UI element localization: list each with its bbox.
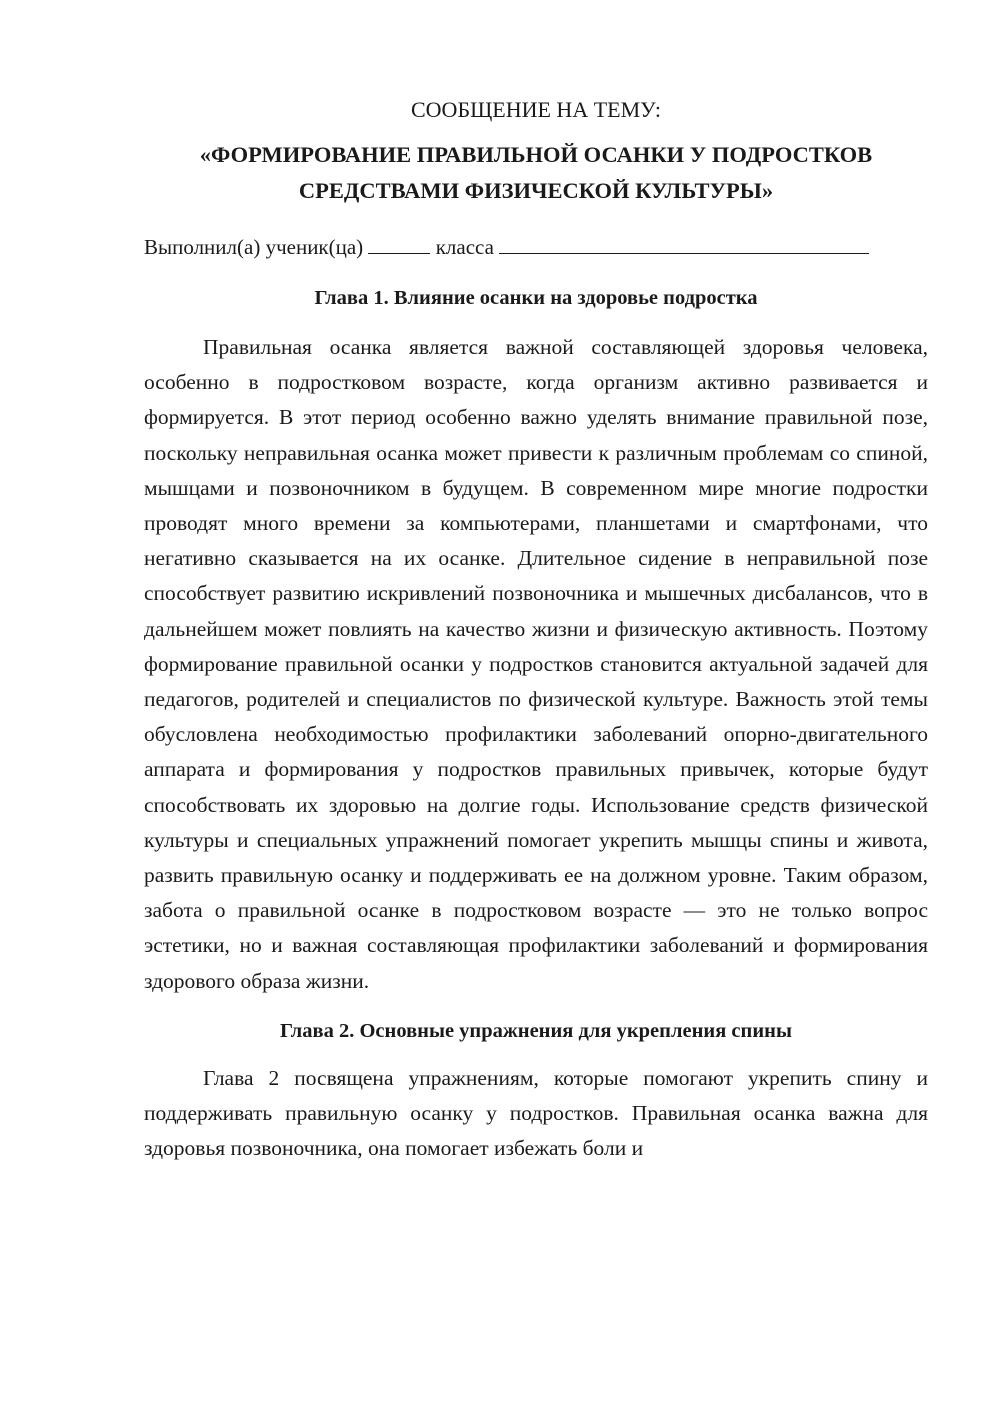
document-type: СООБЩЕНИЕ НА ТЕМУ: xyxy=(411,97,661,122)
author-line xyxy=(144,231,928,263)
chapter-2-heading: Глава 2. Основные упражнения для укрепления спины xyxy=(280,1019,792,1042)
chapter-1-heading: Глава 1. Влияние осанки на здоровье подростка xyxy=(314,287,758,309)
student-name-blank[interactable] xyxy=(499,231,869,254)
class-number-blank[interactable] xyxy=(368,231,430,254)
chapter-1-paragraph: Правильная осанка является важной составляющей здоровья человека, особенно в подростковом возрасте, когда организм активно развивается и формируется. В этот период особенно важно уделять внимание правильной позе, поскольку неправильная осанка может привести к различным проблемам со спиной, мышцами и позвоночником в будущем. В современном мире многие подростки проводят много времени за компьютерами, планшетами и смартфонами, что негативно сказывается на их осанке. Длительное сидение в неправильной позе способствует развитию искривлений позвоночника и мышечных дисбалансов, что в дальнейшем может повлиять на качество жизни и физическую активность. Поэтому формирование правильной осанки у подростков становится актуальной задачей для педагогов, родителей и специалистов по физической культуре. Важность этой темы обусловлена необходимостью профилактики заболеваний опорно-двигательного аппарата и формирования у подростков правильных привычек, которые будут способствовать их здоровью на долгие годы. Использование средств физической культуры и специальных упражнений помогает укрепить мышцы спины и живота, развить правильную осанку и поддерживать ее на должном уровне. Таким образом, забота о правильной осанке в подростковом возрасте — это не только вопрос эстетики, но и важная составляющая профилактики заболеваний и формирования здорового образа жизни. xyxy=(144,335,928,993)
class-label: класса xyxy=(435,235,494,259)
chapter-2-paragraph: Глава 2 посвящена упражнениям, которые помогают укрепить спину и поддерживать правильную осанку у подростков. Правильная осанка важна для здоровья позвоночника, она помогает избежать боли и xyxy=(144,1065,928,1161)
author-label: Выполнил(а) ученик(ца) xyxy=(144,235,364,259)
document-page xyxy=(144,94,928,1166)
title-line-1: «ФОРМИРОВАНИЕ ПРАВИЛЬНОЙ ОСАНКИ У ПОДРОСТКОВ xyxy=(199,142,873,167)
document-title xyxy=(144,137,928,209)
title-line-2: СРЕДСТВАМИ ФИЗИЧЕСКОЙ КУЛЬТУРЫ» xyxy=(298,178,774,203)
